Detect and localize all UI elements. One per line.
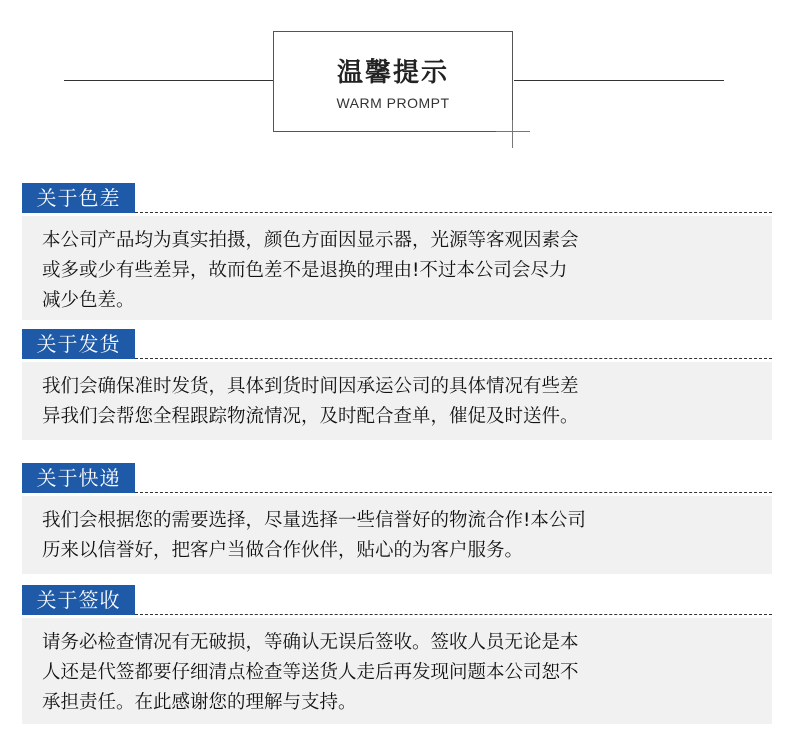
body-line: 历来以信誉好，把客户当做合作伙伴，贴心的为客户服务。 [42, 540, 524, 561]
section-body-text [42, 506, 742, 566]
section-body-text [42, 372, 742, 432]
section-tag: 关于签收 [22, 585, 135, 615]
section-divider [135, 358, 772, 359]
plus-decoration-horizontal [496, 131, 530, 132]
section-divider [135, 492, 772, 493]
body-line: 减少色差。 [42, 290, 135, 311]
header-box [273, 31, 513, 132]
body-line: 我们会根据您的需要选择，尽量选择一些信誉好的物流合作!本公司 [42, 510, 586, 531]
header-rule-right [514, 80, 724, 81]
body-line: 承担责任。在此感谢您的理解与支持。 [42, 692, 357, 713]
section-tag: 关于快递 [22, 463, 135, 493]
section-divider [135, 212, 772, 213]
section-tag: 关于色差 [22, 183, 135, 213]
body-line: 异我们会帮您全程跟踪物流情况，及时配合查单，催促及时送件。 [42, 406, 579, 427]
header-rule-left [64, 80, 274, 81]
section-body-text [42, 226, 742, 316]
body-line: 我们会确保准时发货，具体到货时间因承运公司的具体情况有些差 [42, 376, 579, 397]
section-divider [135, 614, 772, 615]
section-tag: 关于发货 [22, 329, 135, 359]
plus-decoration-vertical [512, 120, 513, 148]
page-title: 温馨提示 [336, 58, 449, 88]
body-line: 请务必检查情况有无破损，等确认无误后签收。签收人员无论是本 [42, 632, 579, 653]
page-subtitle: WARM PROMPT [336, 95, 450, 111]
body-line: 人还是代签都要仔细清点检查等送货人走后再发现问题本公司恕不 [42, 662, 579, 683]
section-body-text [42, 628, 742, 718]
body-line: 或多或少有些差异，故而色差不是退换的理由!不过本公司会尽力 [42, 260, 568, 281]
body-line: 本公司产品均为真实拍摄，颜色方面因显示器，光源等客观因素会 [42, 230, 579, 251]
